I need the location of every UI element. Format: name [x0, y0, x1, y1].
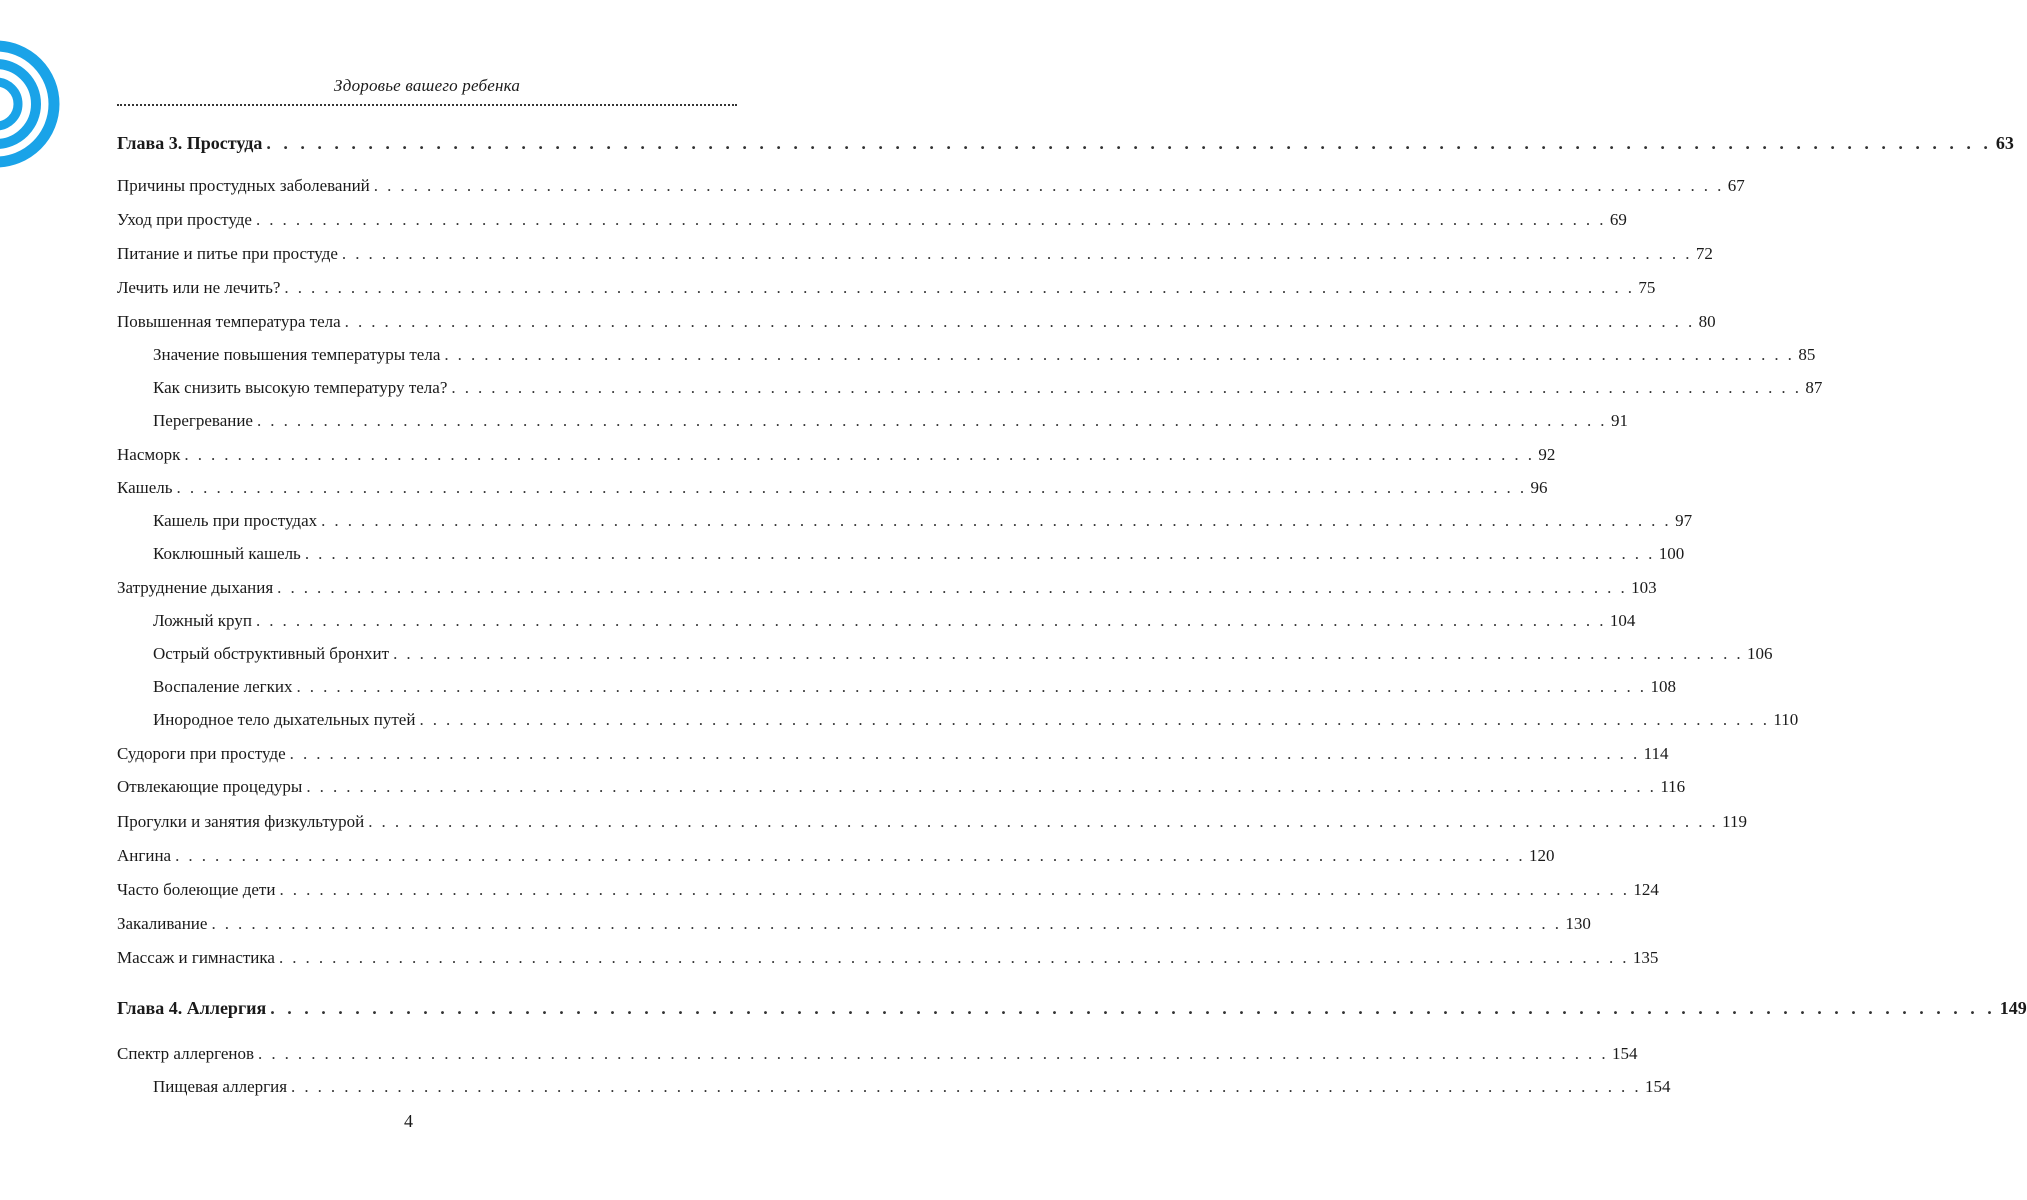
toc-entry: [117, 508, 1693, 534]
toc-entry-title: Часто болеющие дети: [117, 880, 276, 899]
dot-leader: . . . . . . . . . . . . . . . . . . . . . . . . . . . . . . . . . . . . . . . . . . . . . . . . . . . . . . . . . . . . . . . . . . . . . . . . . . . . . . . . . . . . . . . . . . . . . . . . . . . . . .: [368, 812, 1719, 831]
toc-entry-title: Значение повышения температуры тела: [153, 345, 441, 364]
dot-leader: . . . . . . . . . . . . . . . . . . . . . . . . . . . . . . . . . . . . . . . . . . . . . . . . . . . . . . . . . . . . . . . . . . . . . . . . . . . . . . . . . . . . . . . . . . . . . . . . . . . . . .: [256, 411, 1607, 430]
dot-leader: . . . . . . . . . . . . . . . . . . . . . . . . . . . . . . . . . . . . . . . . . . . . . . . . . . . . . . . . . . . . . . . . . . . . . . . . . . . . . . . . . . . . . . . . . . . . . . . . . . . . . .: [451, 378, 1802, 397]
toc-entry: [117, 575, 1657, 601]
dot-leader: . . . . . . . . . . . . . . . . . . . . . . . . . . . . . . . . . . . . . . . . . . . . . . . . . . . . . . . . . . . . . . . . . . . . . . . . . . . . . . . . . . . . . . . . . . . . . . . . . . . . . .: [291, 1077, 1641, 1096]
toc-entry-page: 72: [1695, 244, 1713, 263]
dot-leader: . . . . . . . . . . . . . . . . . . . . . . . . . . . . . . . . . . . . . . . . . . . . . . . . . . . . . . . . . . . . . . . . . . . . . . . . . . . . . . . . . . . . . . . . . . . . . . . . . . . . . .: [306, 777, 1657, 796]
toc-entry-title: Уход при простуде: [117, 210, 252, 229]
toc-entry-title: Повышенная температура тела: [117, 312, 341, 331]
toc-chapter: [117, 995, 2027, 1021]
dot-leader: . . . . . . . . . . . . . . . . . . . . . . . . . . . . . . . . . . . . . . . . . . . . . . . . . . . . . . . . . . . . . . . . . . . . . . . . . . . . . . . . . . . . . . . . . . . . . . . . . . . . . .: [278, 948, 1629, 967]
dot-leader: . . . . . . . . . . . . . . . . . . . . . . . . . . . . . . . . . . . . . . . . . . . . . . . . . . . . . . . . . . . . . . . . . . . . . . . . . . . . . . . . . . . . . . . . . . . . . . . . . . . . . .: [255, 210, 1606, 229]
toc-entry-title: Глава 4. Аллергия: [117, 998, 267, 1018]
toc-chapter: [117, 130, 2014, 156]
toc-entry: [117, 1041, 1638, 1067]
toc-entry-title: Кашель при простудах: [153, 511, 318, 530]
toc-entry-title: Глава 3. Простуда: [117, 133, 263, 153]
toc-entry-title: Насморк: [117, 445, 181, 464]
toc-entry-page: 120: [1529, 846, 1555, 865]
toc-entry-title: Судороги при простуде: [117, 744, 286, 763]
toc-entry-title: Прогулки и занятия физкультурой: [117, 812, 365, 831]
running-header: Здоровье вашего ребенка: [333, 76, 521, 95]
toc-entry: [117, 674, 1676, 700]
dot-leader: . . . . . . . . . . . . . . . . . . . . . . . . . . . . . . . . . . . . . . . . . . . . . . . . . . . . . . . . . . . . . . . . . . . . . . . . . . . . . . . . . . . . . . . . . . . . . . . . . . . . . .: [176, 478, 1527, 497]
toc-entry-page: 124: [1633, 880, 1659, 899]
dot-leader: . . . . . . . . . . . . . . . . . . . . . . . . . . . . . . . . . . . . . . . . . . . . . . . . . . . . . . . . . . . . . . . . . . . . . . . . . . . . . . . . . . . . . . . . . . . . . . . . . . . . . .: [296, 677, 1647, 696]
toc-entry: [117, 342, 1816, 368]
dot-leader: . . . . . . . . . . . . . . . . . . . . . . . . . . . . . . . . . . . . . . . . . . . . . . . . . . . . . . . . . . . . . . . . . . . . . . . . . . . . . . . . . . . . . . . . . . . . . . . . . . . . . .: [258, 1044, 1608, 1063]
toc-entry-page: 114: [1643, 744, 1669, 763]
dot-leader: . . . . . . . . . . . . . . . . . . . . . . . . . . . . . . . . . . . . . . . . . . . . . . . . . . . . . . . . . . . . . . . . . . . . . . . . . . . . . . . . . . . . . . . . . . . . . . . . . . . . . .: [341, 244, 1692, 263]
dot-leader: . . . . . . . . . . . . . . . . . . . . . . . . . . . . . . . . . . . . . . . . . . . . . . . . . . . . . . . . . . . . . . . . . . . . . . . . . . . . . . . . . . . . . . . . . . . . . . . . . . . . . .: [344, 312, 1695, 331]
dot-leader: . . . . . . . . . . . . . . . . . . . . . . . . . . . . . . . . . . . . . . . . . . . . . . . . . . . . . . . . . . . . . . . . . . . . . . . . . . . . . . . . . . . . . . . . . . . . . . . . . . . . . .: [211, 914, 1562, 933]
toc-entry: [117, 641, 1773, 667]
toc-entry-page: 154: [1644, 1077, 1671, 1096]
toc-entry-title: Перегревание: [153, 411, 253, 430]
toc-entry-page: 96: [1530, 478, 1548, 497]
toc-entry-page: 80: [1698, 312, 1716, 331]
toc-entry: [117, 809, 1748, 835]
dot-leader: . . . . . . . . . . . . . . . . . . . . . . . . . . . . . . . . . . . . . . . . . . . . . . . . . . . . . . . . . . . . . . . . . . . . . . . . . . . . . . . . . . . . . . . . . . . . . . . . . . . . . .: [419, 710, 1770, 729]
toc-entry-page: 67: [1727, 176, 1745, 195]
toc-entry-title: Спектр аллергенов: [117, 1044, 255, 1063]
toc-entry-title: Ангина: [117, 846, 172, 865]
toc-entry-page: 87: [1805, 378, 1823, 397]
toc-entry-title: Причины простудных заболеваний: [117, 176, 370, 195]
toc-entry-title: Затруднение дыхания: [117, 578, 274, 597]
toc-entry-page: 92: [1538, 445, 1556, 464]
toc-entry: [117, 442, 1556, 468]
toc-entry-title: Закаливание: [117, 914, 208, 933]
dot-leader: . . . . . . . . . . . . . . . . . . . . . . . . . . . . . . . . . . . . . . . . . . . . . . . . . . . . . . . . . . . . . . . . . . . . . . . . . . . . . . . . . . . . . . . . . . . . . . . . . . . . . .: [289, 744, 1640, 763]
toc-entry-title: Ложный круп: [153, 611, 252, 630]
page-number: 4: [404, 1111, 413, 1131]
toc-entry-title: Кашель: [117, 478, 173, 497]
toc-entry-title: Питание и питье при простуде: [117, 244, 338, 263]
toc-entry: [117, 375, 1823, 401]
toc-entry-page: 149: [1999, 998, 2027, 1018]
dot-leader: . . . . . . . . . . . . . . . . . . . . . . . . . . . . . . . . . . . . . . . . . . . . . . . . . . . . . . . . . . . . . . . . . . . . . . . . . . . . . . . . . . . . . . . . . . . . . . . . . . . . . .: [393, 644, 1744, 663]
toc-entry-title: Пищевая аллергия: [153, 1077, 288, 1096]
dot-leader: . . . . . . . . . . . . . . . . . . . . . . . . . . . . . . . . . . . . . . . . . . . . . . . . . . . . . . . . . . . . . . . . . . . . . . . . . . . . . . . . . . . . . . . . . . . . . . . . . . . . . .: [444, 345, 1795, 364]
toc-entry-page: 116: [1660, 777, 1686, 796]
toc-entry-page: 106: [1747, 644, 1773, 663]
toc-entry-title: Воспаление легких: [153, 677, 293, 696]
toc-entry: [117, 408, 1628, 434]
toc-entry: [117, 707, 1799, 733]
toc-entry: [117, 275, 1656, 301]
toc-entry: [117, 173, 1745, 199]
toc-entry: [117, 843, 1555, 869]
toc-entry: [117, 475, 1548, 501]
dot-leader: . . . . . . . . . . . . . . . . . . . . . . . . . . . . . . . . . . . . . . . . . . . . . . . . . . . . . . . . . . . . . . . . . . . . . . . . . . . . . . . . . . . . . . . . . . . . . . . . . . . . . .: [279, 880, 1630, 899]
toc-entry: [117, 774, 1686, 800]
toc-entry-page: 110: [1773, 710, 1799, 729]
toc-entry: [117, 608, 1636, 634]
toc-entry-title: Отвлекающие процедуры: [117, 777, 303, 796]
toc-entry-page: 69: [1609, 210, 1627, 229]
toc-entry-page: 63: [1995, 133, 2014, 153]
toc-entry: [117, 1074, 1671, 1100]
dot-leader: . . . . . . . . . . . . . . . . . . . . . . . . . . . . . . . . . . . . . . . . . . . . . . . . . . . . . . . . . . . . . . . . . . . . . . . . . . . . . . . . . . . . . . . . . . . . . . . . . . . . . .: [175, 846, 1526, 865]
toc-entry: [117, 207, 1627, 233]
header-divider: [117, 104, 737, 106]
dot-leader: . . . . . . . . . . . . . . . . . . . . . . . . . . . . . . . . . . . . . . . . . . . . . . . . . . . . . . . . . . . . . . . . . . . . . . . . . . . . . . . . . . . . . . . . . . . . . . . . . . . . . .: [277, 578, 1628, 597]
toc-entry-page: 130: [1565, 914, 1591, 933]
dot-leader: . . . . . . . . . . . . . . . . . . . . . . . . . . . . . . . . . . . . . . . . . . . . . . . . . . . . . . . . . . . . . . . . . . . . . . . . . . . . . . . . . . . . . . . . . . . . . . . . . . . . . .: [284, 278, 1635, 297]
toc-entry: [117, 911, 1591, 937]
dot-leader: . . . . . . . . . . . . . . . . . . . . . . . . . . . . . . . . . . . . . . . . . . . . . . . . . . . . . . . . . . . . . . . . . . . . . . . . . . . . . . . . . . . . . . . . . . . . . . . . . . . . . .: [270, 998, 1996, 1018]
toc-entry: [117, 741, 1669, 767]
dot-leader: . . . . . . . . . . . . . . . . . . . . . . . . . . . . . . . . . . . . . . . . . . . . . . . . . . . . . . . . . . . . . . . . . . . . . . . . . . . . . . . . . . . . . . . . . . . . . . . . . . . . . .: [184, 445, 1535, 464]
toc-entry-page: 104: [1609, 611, 1636, 630]
toc-entry-title: Острый обструктивный бронхит: [153, 644, 390, 663]
toc-entry-page: 97: [1675, 511, 1693, 530]
dot-leader: . . . . . . . . . . . . . . . . . . . . . . . . . . . . . . . . . . . . . . . . . . . . . . . . . . . . . . . . . . . . . . . . . . . . . . . . . . . . . . . . . . . . . . . . . . . . . . . . . . . . . .: [255, 611, 1606, 630]
toc-entry: [117, 877, 1659, 903]
dot-leader: . . . . . . . . . . . . . . . . . . . . . . . . . . . . . . . . . . . . . . . . . . . . . . . . . . . . . . . . . . . . . . . . . . . . . . . . . . . . . . . . . . . . . . . . . . . . . . . . . . . . . .: [304, 544, 1655, 563]
toc-entry-page: 135: [1632, 948, 1659, 967]
publisher-logo: [0, 38, 62, 170]
toc-entry-page: 154: [1611, 1044, 1638, 1063]
toc-entry-page: 91: [1610, 411, 1628, 430]
toc-entry-page: 75: [1638, 278, 1656, 297]
toc-entry-title: Инородное тело дыхательных путей: [153, 710, 416, 729]
dot-leader: . . . . . . . . . . . . . . . . . . . . . . . . . . . . . . . . . . . . . . . . . . . . . . . . . . . . . . . . . . . . . . . . . . . . . . . . . . . . . . . . . . . . . . . . . . . . . . . . . . . . . .: [321, 511, 1672, 530]
toc-entry-page: 85: [1798, 345, 1816, 364]
toc-entry-title: Коклюшный кашель: [153, 544, 301, 563]
toc-entry-title: Как снизить высокую температуру тела?: [153, 378, 448, 397]
toc-entry-page: 108: [1650, 677, 1676, 696]
toc-entry-page: 100: [1658, 544, 1685, 563]
toc-entry-page: 119: [1722, 812, 1748, 831]
dot-leader: . . . . . . . . . . . . . . . . . . . . . . . . . . . . . . . . . . . . . . . . . . . . . . . . . . . . . . . . . . . . . . . . . . . . . . . . . . . . . . . . . . . . . . . . . . . . . . . . . . . . . .: [373, 176, 1724, 195]
toc-entry: [117, 541, 1685, 567]
toc-entry-title: Лечить или не лечить?: [117, 278, 281, 297]
dot-leader: . . . . . . . . . . . . . . . . . . . . . . . . . . . . . . . . . . . . . . . . . . . . . . . . . . . . . . . . . . . . . . . . . . . . . . . . . . . . . . . . . . . . . . . . . . . . . . . . . . . . . .: [266, 133, 1992, 153]
toc-entry: [117, 945, 1659, 971]
toc-entry-page: 103: [1631, 578, 1657, 597]
toc-entry: [117, 309, 1716, 335]
toc-entry: [117, 241, 1713, 267]
toc-entry-title: Массаж и гимнастика: [117, 948, 275, 967]
